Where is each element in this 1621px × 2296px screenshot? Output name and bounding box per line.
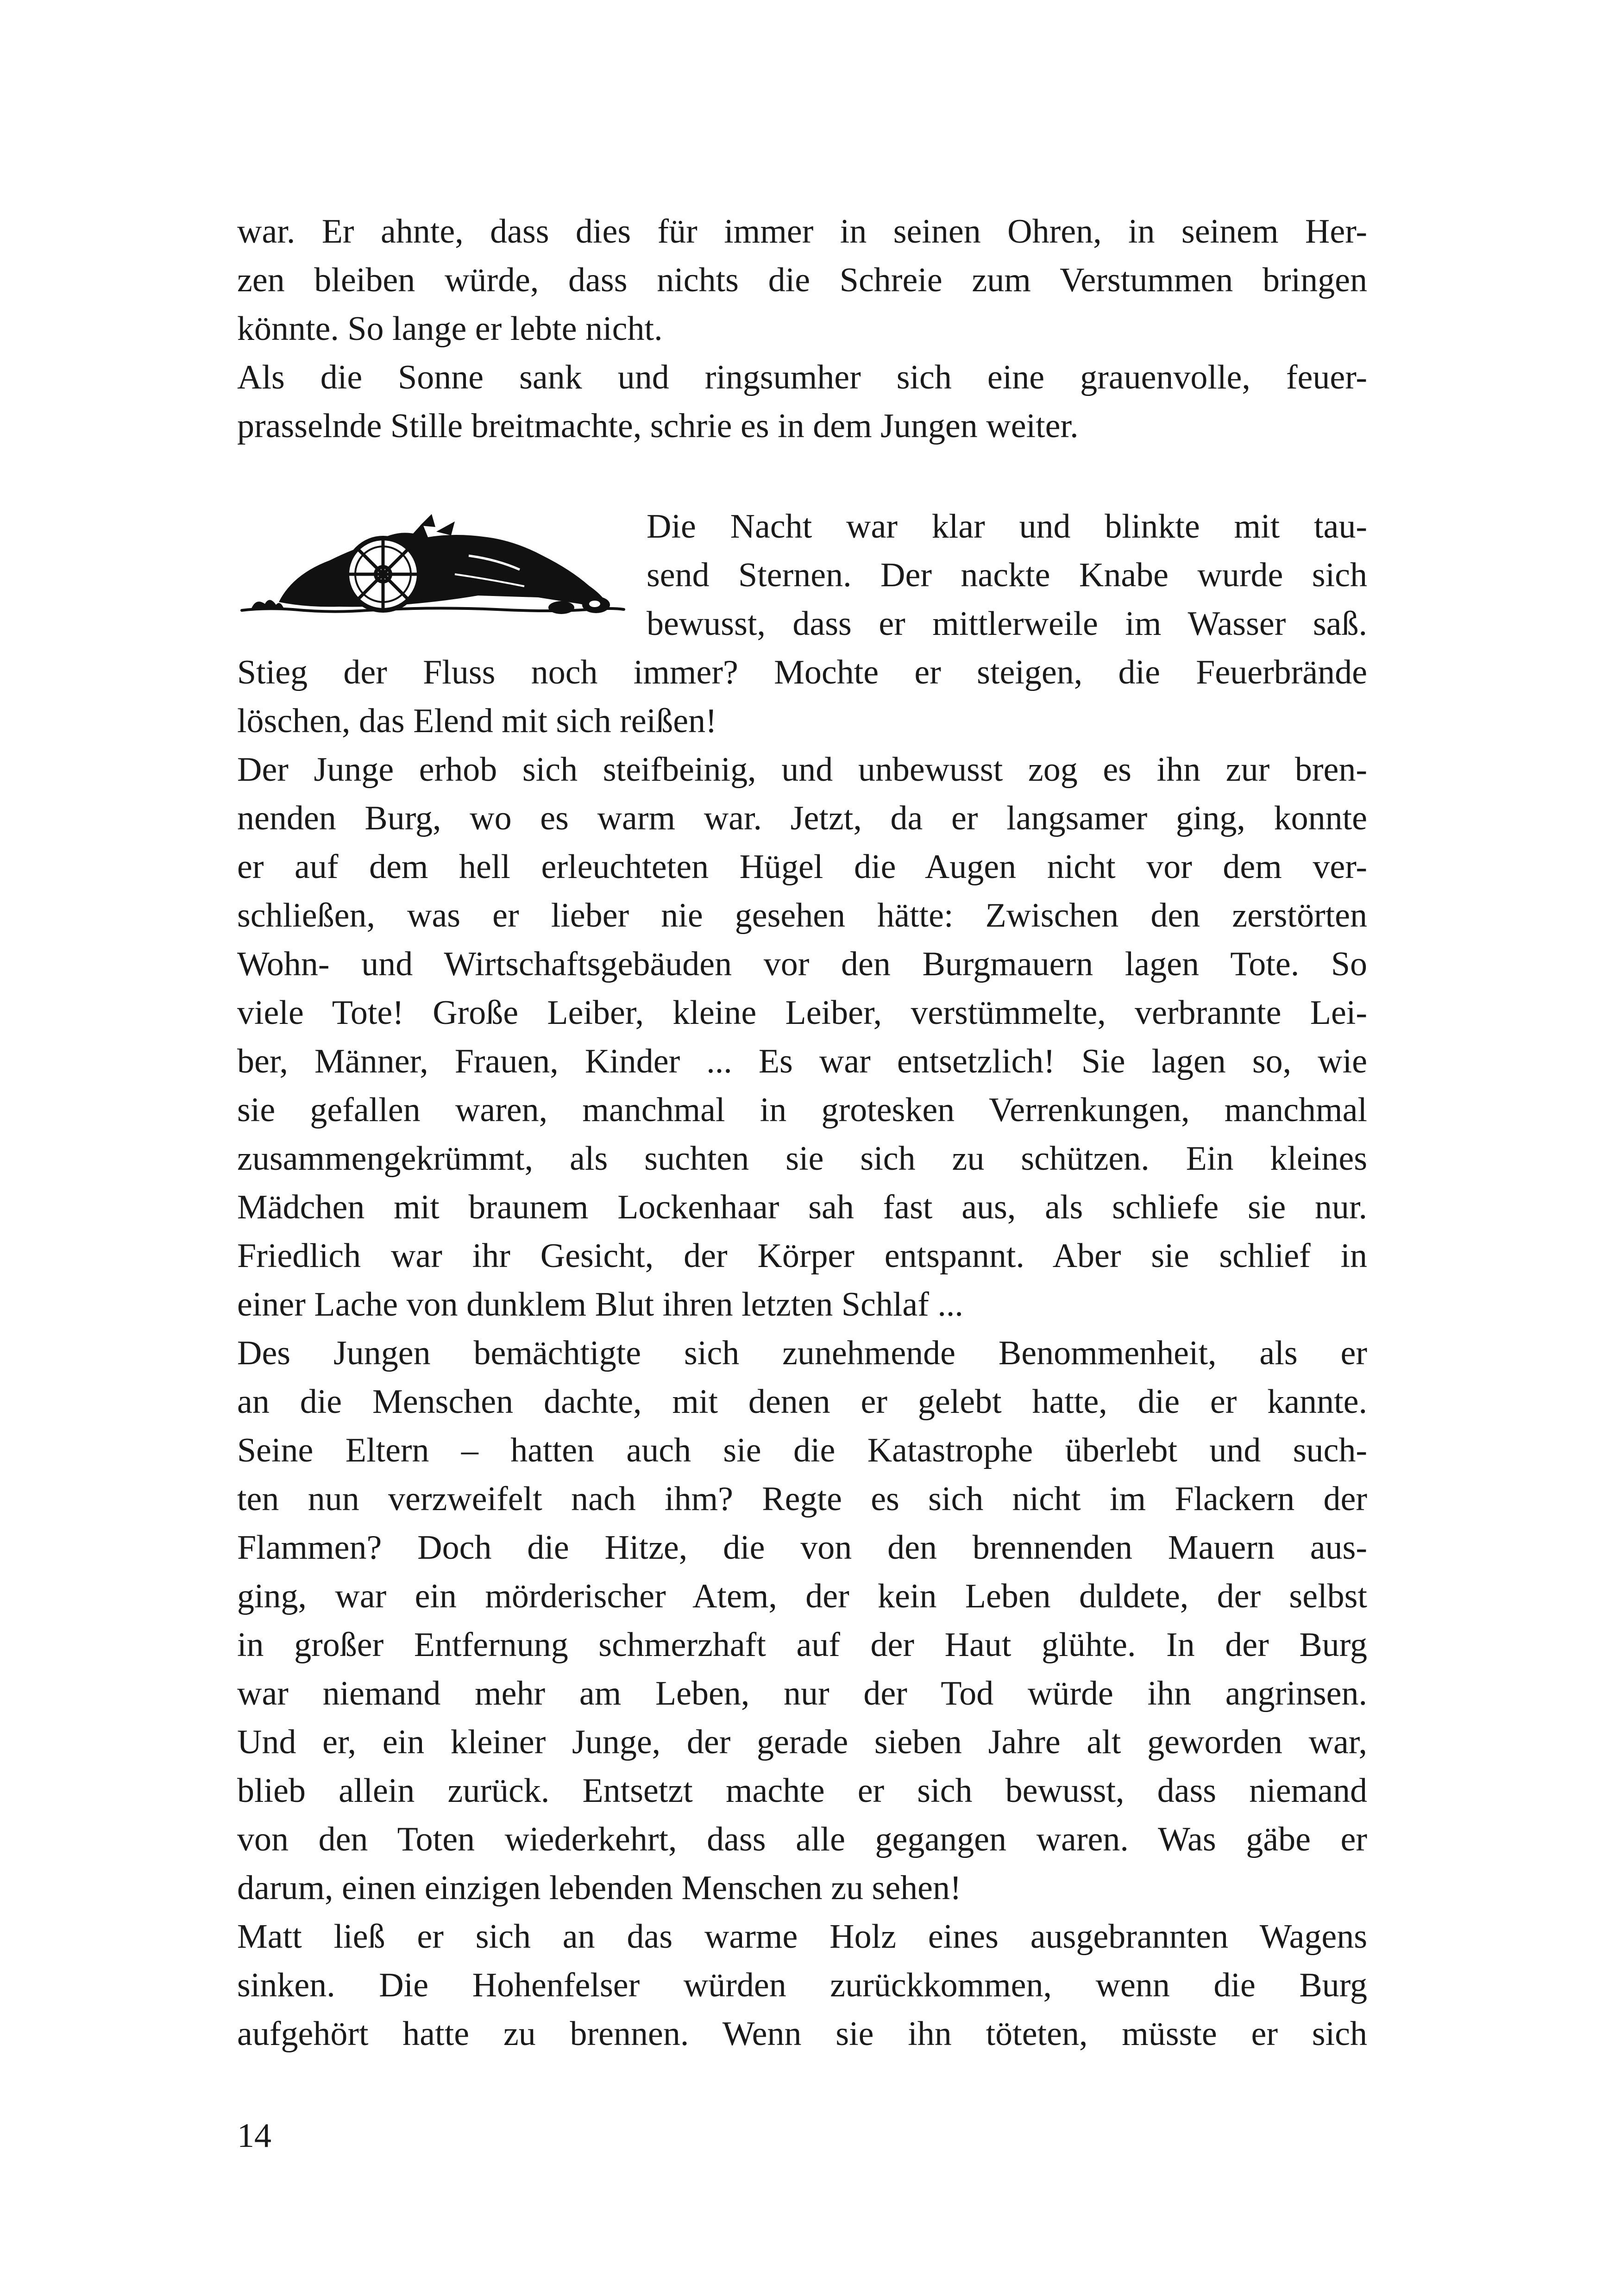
text-line: von den Toten wiederkehrt, dass alle gegangen waren. Was gäbe er xyxy=(237,1820,1367,1858)
text-line: an die Menschen dachte, mit denen er gelebt hatte, die er kannte. xyxy=(237,1383,1367,1421)
text-line: war niemand mehr am Leben, nur der Tod würde ihn angrinsen. xyxy=(237,1675,1367,1713)
text-line: Wohn- und Wirtschaftsgebäuden vor den Burgmauern lagen Tote. So xyxy=(237,945,1367,983)
text-line: Mädchen mit braunem Lockenhaar sah fast aus, als schliefe sie nur. xyxy=(237,1188,1367,1226)
text-line: Der Junge erhob sich steifbeinig, und unbewusst zog es ihn zur bren- xyxy=(237,751,1367,789)
text-line: send Sternen. Der nackte Knabe wurde sich xyxy=(647,556,1367,594)
text-line: schließen, was er lieber nie gesehen hätte: Zwischen den zerstörten xyxy=(237,897,1367,935)
text-line: Matt ließ er sich an das warme Holz eines ausgebrannten Wagens xyxy=(237,1918,1367,1956)
text-line: bewusst, dass er mittlerweile im Wasser saß. xyxy=(647,605,1367,643)
text-line: viele Tote! Große Leiber, kleine Leiber, verstümmelte, verbrannte Lei- xyxy=(237,994,1367,1032)
text-line: Seine Eltern – hatten auch sie die Katastrophe überlebt und such- xyxy=(237,1431,1367,1469)
text-line: nenden Burg, wo es warm war. Jetzt, da er langsamer ging, konnte xyxy=(237,799,1367,837)
text-line: Und er, ein kleiner Junge, der gerade sieben Jahre alt geworden war, xyxy=(237,1723,1367,1761)
text-line: sie gefallen waren, manchmal in grotesken Verrenkungen, manchmal xyxy=(237,1091,1367,1129)
text-line: aufgehört hatte zu brennen. Wenn sie ihn töteten, müsste er sich xyxy=(237,2015,1367,2053)
text-line: blieb allein zurück. Entsetzt machte er sich bewusst, dass niemand xyxy=(237,1772,1367,1810)
text-line: Die Nacht war klar und blinkte mit tau- xyxy=(647,508,1367,546)
text-line: darum, einen einzigen lebenden Menschen zu sehen! xyxy=(237,1869,961,1907)
paragraph-block-beside-illustration xyxy=(647,502,1367,648)
text-line: zen bleiben würde, dass nichts die Schreie zum Verstummen bringen xyxy=(237,261,1367,299)
text-line: Des Jungen bemächtigte sich zunehmende Benommenheit, als er xyxy=(237,1334,1367,1372)
text-line: löschen, das Elend mit sich reißen! xyxy=(237,702,717,740)
text-line: ten nun verzweifelt nach ihm? Regte es sich nicht im Flackern der xyxy=(237,1480,1367,1518)
text-line: Flammen? Doch die Hitze, die von den brennenden Mauern aus- xyxy=(237,1529,1367,1567)
page-number: 14 xyxy=(237,2117,271,2155)
text-line: zusammengekrümmt, als suchten sie sich zu schützen. Ein kleines xyxy=(237,1140,1367,1178)
paragraph-block-main xyxy=(237,648,1367,2058)
text-line: könnte. So lange er lebte nicht. xyxy=(237,310,663,348)
text-line: Stieg der Fluss noch immer? Mochte er steigen, die Feuerbrände xyxy=(237,653,1367,691)
text-line: in großer Entfernung schmerzhaft auf der Haut glühte. In der Burg xyxy=(237,1626,1367,1664)
overturned-cart-ink-drawing-icon xyxy=(237,505,626,621)
text-line: sinken. Die Hohenfelser würden zurückkommen, wenn die Burg xyxy=(237,1966,1367,2004)
text-line: er auf dem hell erleuchteten Hügel die Augen nicht vor dem ver- xyxy=(237,848,1367,886)
text-line: prasselnde Stille breitmachte, schrie es in dem Jungen weiter. xyxy=(237,407,1079,445)
text-line: Als die Sonne sank und ringsumher sich eine grauenvolle, feuer- xyxy=(237,358,1367,396)
text-line: einer Lache von dunklem Blut ihren letzten Schlaf ... xyxy=(237,1286,963,1324)
text-line: war. Er ahnte, dass dies für immer in seinen Ohren, in seinem Her- xyxy=(237,213,1367,251)
text-line: Friedlich war ihr Gesicht, der Körper entspannt. Aber sie schlief in xyxy=(237,1237,1367,1275)
paragraph-block-top xyxy=(237,207,1367,451)
text-line: ging, war ein mörderischer Atem, der kein Leben duldete, der selbst xyxy=(237,1577,1367,1615)
text-line: ber, Männer, Frauen, Kinder ... Es war entsetzlich! Sie lagen so, wie xyxy=(237,1042,1367,1080)
